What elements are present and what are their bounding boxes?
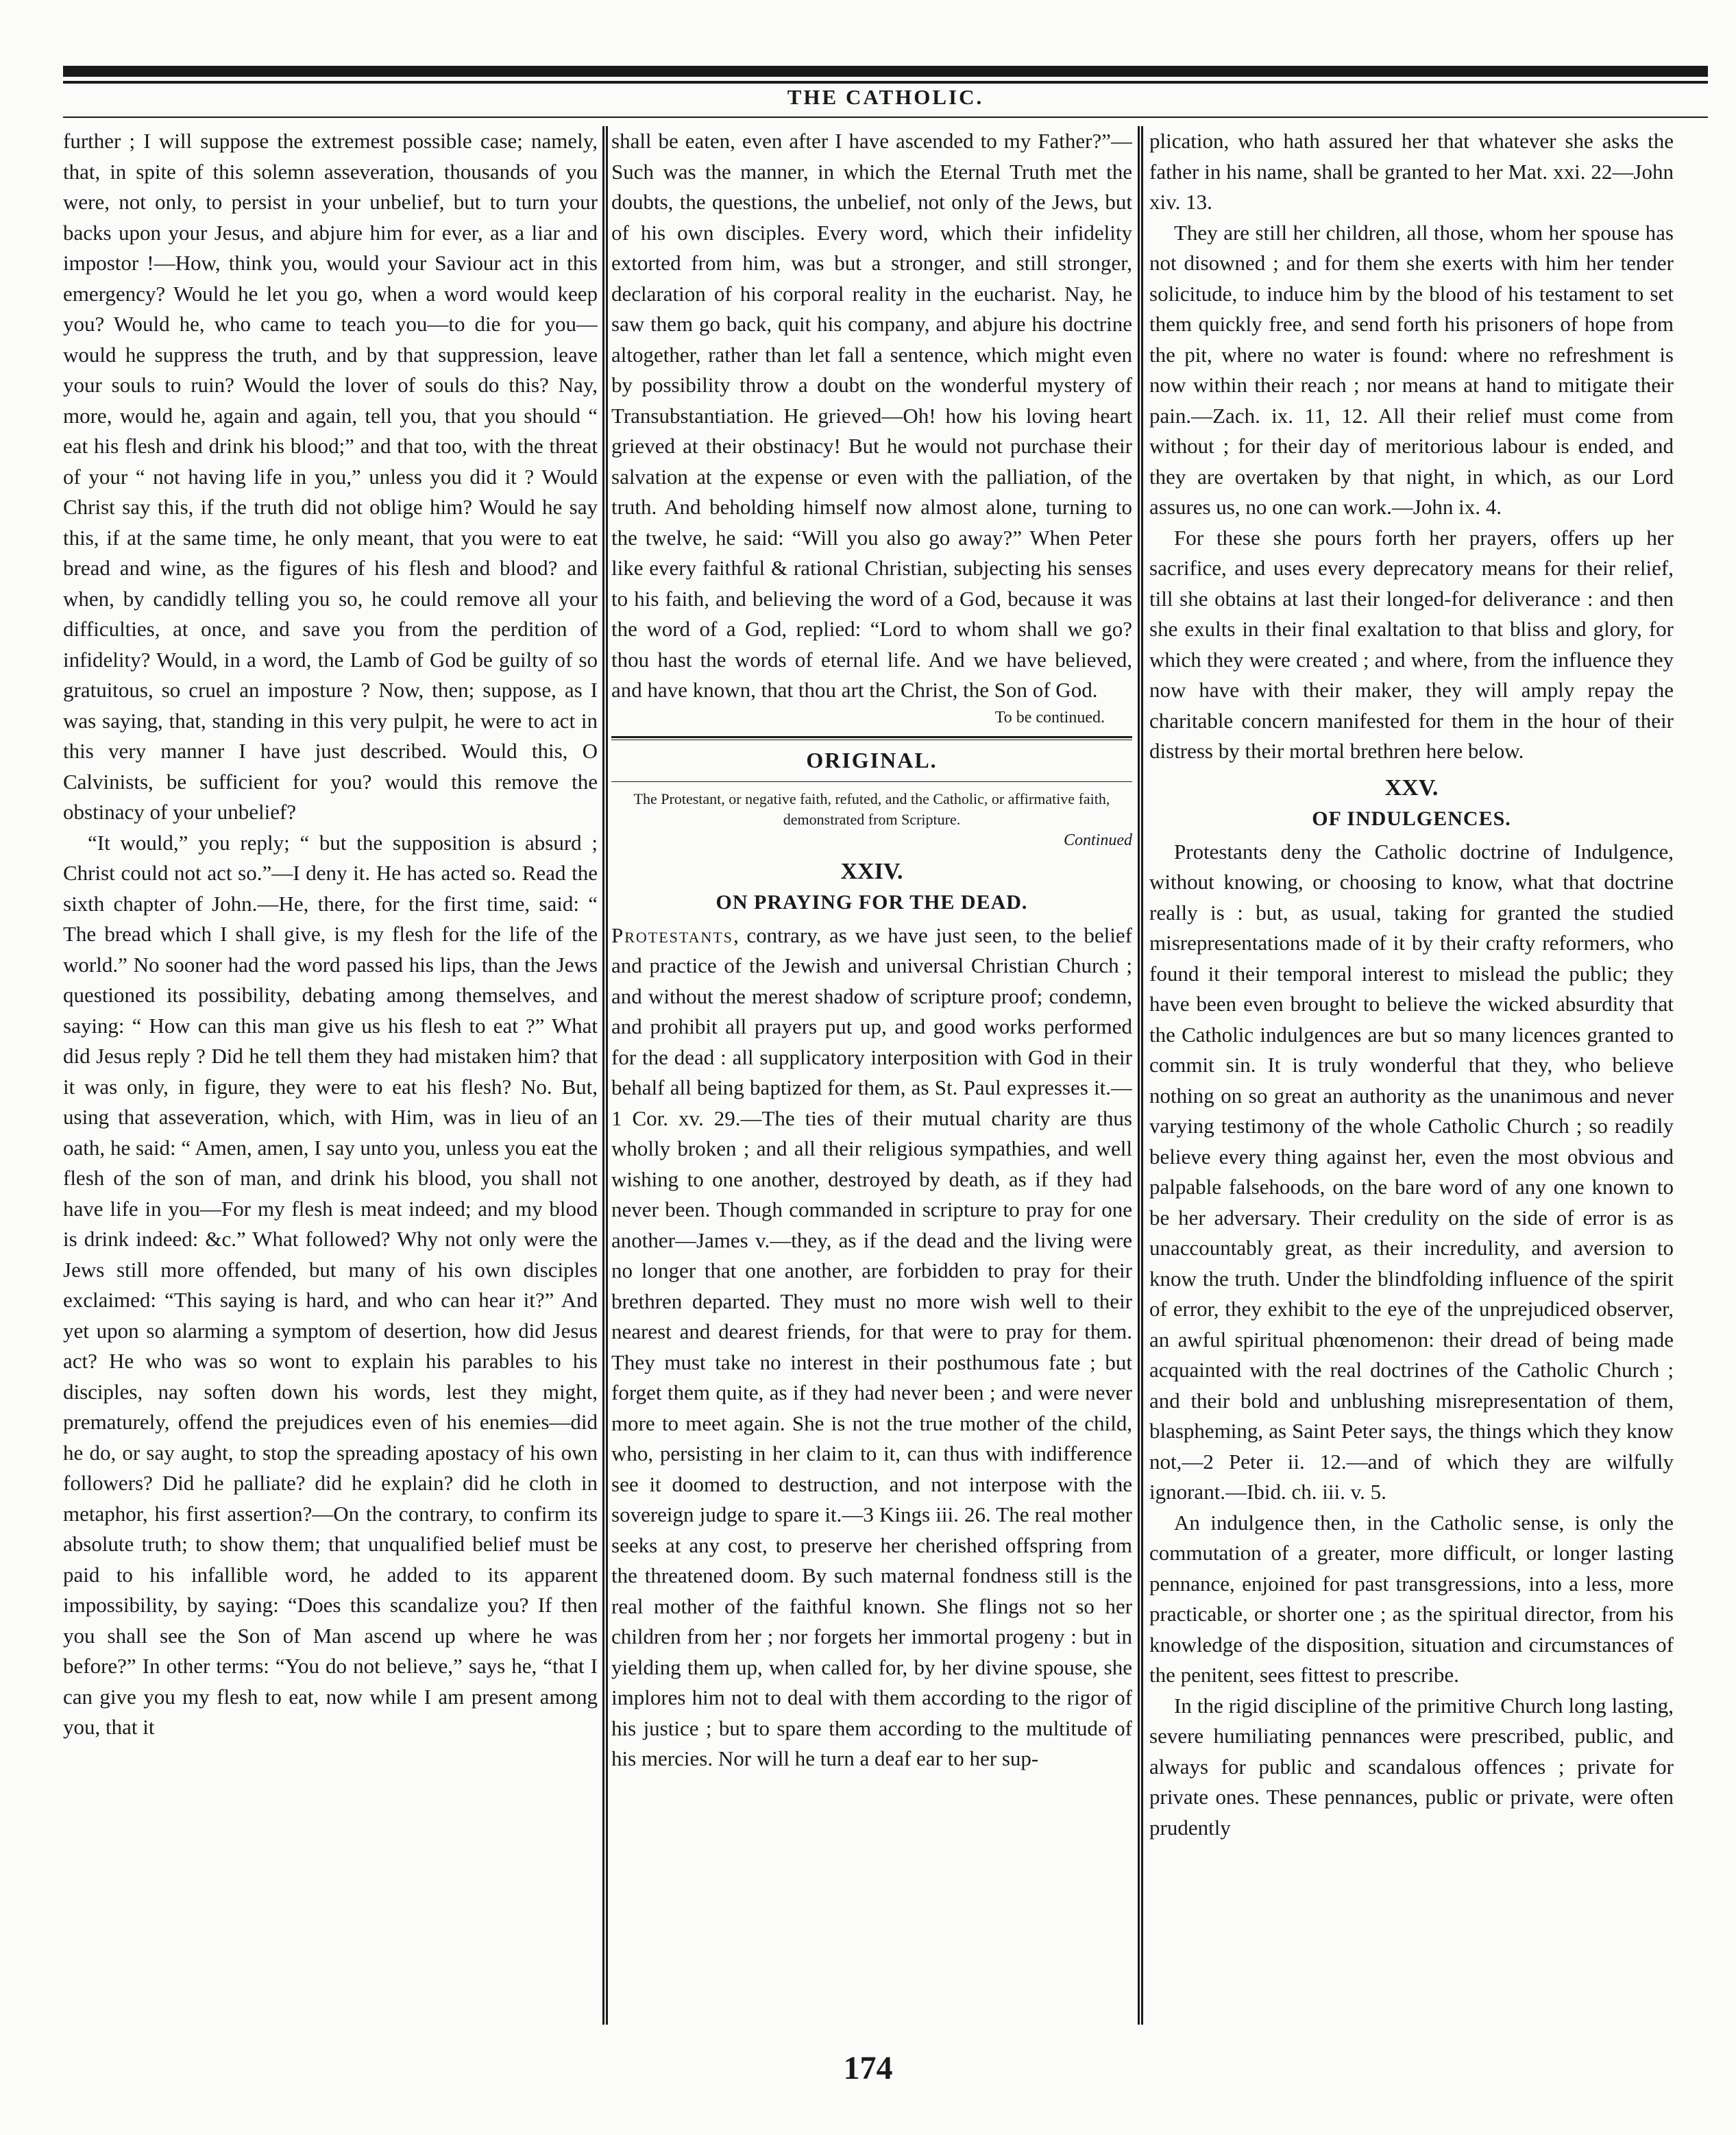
section-title-original: ORIGINAL. [806,747,938,772]
column-rule-left [602,126,604,2025]
column-rule-right-inner [1141,126,1143,2025]
column-3-paragraph-6: In the rigid discipline of the primitive Church long lasting, severe humiliating pennances were prescribed, public, and always for public and scandalous offences ; private for private ones. These pennances, public or private, were often prudently [1149,1693,1674,1840]
column-3-paragraph-2: They are still her children, all those, whom her spouse has not disowned ; and for them she exerts with him her tender solicitude, to induce him by the blood of his testament to set them quickly free, and send forth his prisoners of hope from the pit, where no water is found: where no refreshment is now within their reach ; nor means at hand to mitigate their pain.—Zach. ix. 11, 12. All their relief must come from without ; for their day of meritorious labour is ended, and they are overtaken by that night, in which, as our Lord assures us, no one can work.—John ix. 4. [1149,220,1674,519]
article-title-indulgences: OF INDULGENCES. [1312,807,1511,830]
section-title-rule [611,781,1132,782]
column-rule-right [1138,126,1140,2025]
article-number-xxv: XXV. [1384,774,1439,801]
column-2-paragraph-2 [611,920,1132,1774]
column-1 [63,126,598,2032]
column-1-paragraph-2: “It would,” you reply; “ but the supposition is absurd ; Christ could not act so.”—I deny it. He has acted so. Read the sixth chapter of John.—He, there, for the first time, said: “ The bread which I shall give, is my flesh for the life of the world.” No sooner had the word passed his lips, than the Jews questioned its possibility, debating among themselves, and saying: “ How can this man give us his flesh to eat ?” What did Jesus reply ? Did he tell them they had mistaken him? that it was only, in figure, they were to eat his flesh? No. But, using that asseveration, which, with Him, was in lieu of an oath, he said: “ Amen, amen, I say unto you, unless you eat the flesh of the son of man, and drink his blood, you shall not have life in you—For my flesh is meat indeed; and my blood is drink indeed: &c.” What followed? Why not only were the Jews still more offended, but many of his own disciples exclaimed: “This saying is hard, and who can hear it?” And yet upon so alarming a symptom of desertion, how did Jesus act? He who was so wont to explain his parables to his disciples, nay soften down his words, lest they might, prematurely, offend the prejudices even of his enemies—did he do, or say aught, to stop the spreading apostacy of his own followers? Did he palliate? did he explain? did he cloth in metaphor, his first assertion?—On the contrary, to confirm its absolute truth; to show them; that unqualified belief must be paid to his infallible word, he added to its apparent impossibility, by saying: “Does this scandalize you? If then you shall see the Son of Man ascend up where he was before?” In other terms: “You do not believe,” says he, “that I can give you my flesh to eat, now while I am present among you, that it [63,830,598,1739]
column-3-paragraph-4: Protestants deny the Catholic doctrine of Indulgence, without knowing, or choosing to know, what that doctrine really is : but, as usual, taking for granted the studied misrepresentations made of it by their crafty reformers, who found it their temporal interest to mislead the public; they have been even brought to believe the wicked absurdity that the Catholic indulgences are but so many licences granted to commit sin. It is truly wonderful that they, who believe nothing on so great an authority as the unanimous and never varying testimony of the whole Catholic Church ; so readily believe every thing against her, even the most obvious and palpable falsehoods, on the bare word of any one known to be her adversary. Their credulity on the side of error is as unaccountably great, as their incredulity, and aversion to know the truth. Under the blindfolding influence of the spirit of error, they exhibit to the eye of the unprejudiced observer, an awful spiritual phœnomenon: their dread of being made acquainted with the real doctrines of the Catholic Church ; and their bold and unblushing misrepresentation of them, blaspheming, as Saint Peter says, the things which they know not,—2 Peter ii. 12.—and of which they are wilfully ignorant.—Ibid. ch. iii. v. 5. [1149,839,1674,1504]
article-title-praying-for-dead: ON PRAYING FOR THE DEAD. [716,890,1028,914]
column-1-paragraph-1: further ; I will suppose the extremest possible case; namely, that, in spite of this solemn asseveration, thousands of you were, not only, to persist in your unbelief, but to turn your backs upon your Jesus, and abjure him for ever, as a liar and impostor !—How, think you, would your Saviour act in this emergency? Would he let you go, when a word would keep you? Would he, who came to teach you—to die for you—would he suppress the truth, and by that suppression, leave your souls to ruin? Would the lover of souls do this? Nay, more, would he, again and again, tell you, that you should “ eat his flesh and drink his blood;” and that too, with the threat of your “ not having life in you,” unless you did it ? Would Christ say this, if the truth did not oblige him? Would he say this, if at the same time, he only meant, that you were to eat bread and wine, as the figures of his flesh and blood? and when, by candidly telling you so, he could remove all your difficulties, at once, and save you from the perdition of infidelity? Would, in a word, the Lamb of God be guilty of so gratuitous, so cruel an imposture ? Now, then; suppose, as I was saying, that, standing in this very pulpit, he were to act in this very manner I have just described. Would this, O Calvinists, be sufficient for you? would this remove the obstinacy of your unbelief? [63,129,598,824]
column-2-paragraph-2-text: , contrary, as we have just seen, to the belief and practice of the Jewish and universal Christian Church ; and without the merest shadow of scripture proof; condemn, and prohibit all prayers put up, and good works performed for the dead : all supplicatory interposition with God in their behalf all being baptized for them, as St. Paul expresses it.—1 Cor. xv. 29.—The ties of their mutual charity are thus wholly broken ; and all their religious sympathies, and well wishing to one another, destroyed by death, as if they had never been. Though commanded in scripture to pray for one another—James v.—they, as if the dead and the living were no longer that one another, are forbidden to pray for their brethren departed. They must no more wish well to their nearest and dearest friends, for that were to pray for them. They must take no interest in their posthumous fate ; but forget them quite, as if they had never been ; and were never more to meet again. She is not the true mother of the child, who, persisting in her claim to it, can thus with indifference see it doomed to destruction, and not interpose with the sovereign judge to spare it.—3 Kings iii. 26. The real mother seeks at any cost, to preserve her cherished offspring from the threatened doom. By such maternal fondness still is the real mother of the faithful known. She flings not so her children from her ; nor forgets her immortal progeny : but in yielding them up, when called for, by her divine spouse, she implores him not to deal with them according to the rigor of his justice ; but to spare them according to the multitude of his mercies. Nor will he turn a deaf ear to her sup- [611,923,1132,1770]
header-bottom-rule [63,117,1708,118]
column-3-paragraph-1: plication, who hath assured her that whatever she asks the father in his name, shall be granted to her Mat. xxi. 22—John xiv. 13. [1149,129,1674,214]
lead-word: Protestants [611,923,734,947]
header-thick-rule [63,66,1708,77]
series-continued: Continued [1064,831,1132,849]
section-rule-thick [611,736,1132,738]
to-be-continued: To be continued. [994,708,1105,727]
column-3 [1149,126,1674,2032]
article-number-xxiv: XXIV. [840,858,903,884]
column-2 [611,126,1132,2032]
column-3-paragraph-5: An indulgence then, in the Catholic sense, is only the commutation of a greater, more difficult, or longer lasting pennance, enjoined for past transgressions, into a less, more practicable, or shorter one ; as the spiritual director, from his knowledge of the disposition, situation and circumstances of the penitent, sees fittest to prescribe. [1149,1510,1674,1687]
column-rule-left-inner [606,126,608,2025]
column-2-paragraph-1: shall be eaten, even after I have ascended to my Father?”—Such was the manner, in which the Eternal Truth met the doubts, the questions, the unbelief, not only of the Jews, but of his own disciples. Every word, which their infidelity extorted from him, was but a stronger, and still stronger, declaration of his corporal reality in the eucharist. Nay, he saw them go back, quit his company, and abjure his doctrine altogether, rather than let fall a sentence, which might even by possibility throw a doubt on the wonderful mystery of Transubstantiation. He grieved—Oh! how his loving heart grieved at their obstinacy! But he would not purchase their salvation at the expense or even with the palliation, of the truth. And beholding himself now almost alone, turning to the twelve, he said: “Will you also go away?” When Peter like every faithful & rational Christian, subjecting his senses to his faith, and believing the word of a God, because it was the word of a God, replied: “Lord to whom shall we go? thou hast the words of eternal life. And we have believed, and have known, that thou art the Christ, the Son of God. [611,129,1132,702]
running-head: THE CATHOLIC. [787,85,984,109]
page-number: 174 [843,2050,893,2086]
column-3-paragraph-3: For these she pours forth her prayers, offers up her sacrifice, and uses every deprecatory means for their relief, till she obtains at last their longed-for deliverance : and then she exults in their final exaltation to that bliss and glory, for which they were created ; and where, from the influence they now have with their maker, they will amply repay the charitable concern manifested for them in the hour of their distress by their mortal brethren here below. [1149,525,1674,763]
series-subtitle: The Protestant, or negative faith, refuted, and the Catholic, or affirmative faith, demonstrated from Scripture. [633,790,1110,828]
